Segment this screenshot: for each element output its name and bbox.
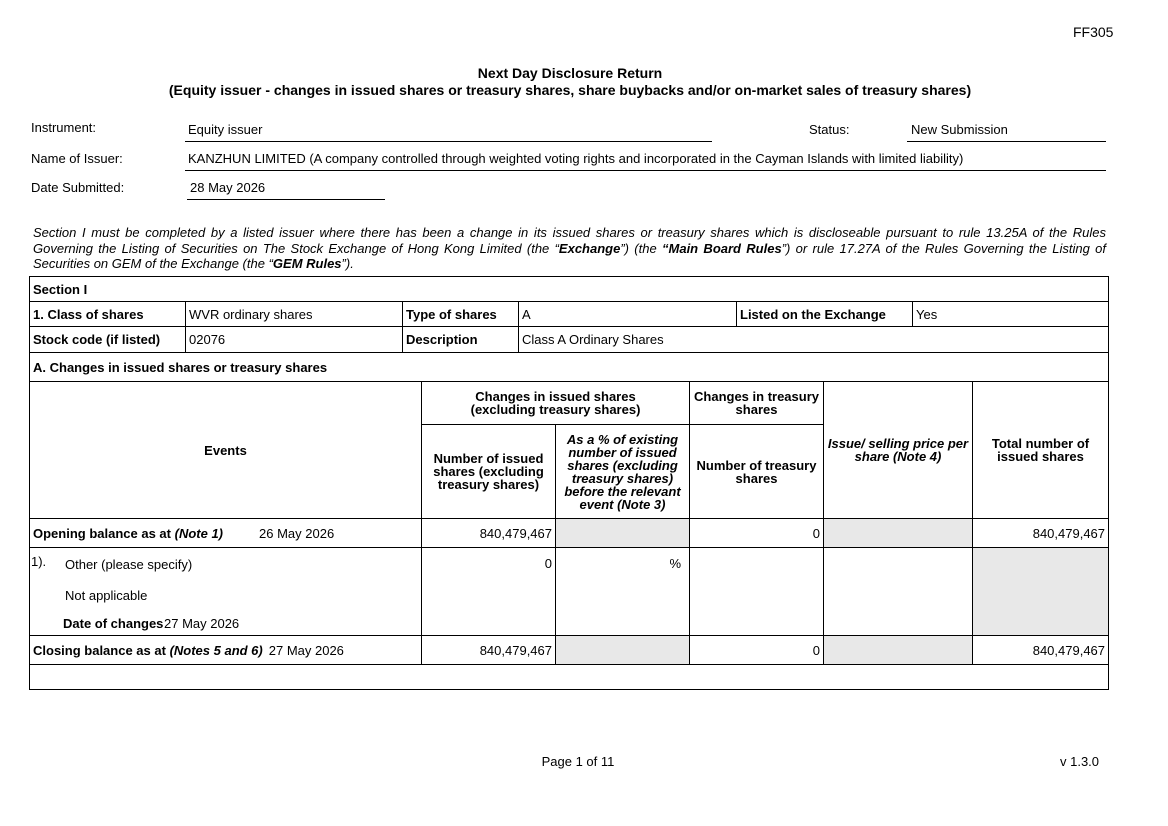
changes-table xyxy=(29,381,1109,690)
price-header: Issue/ selling price per share (Note 4) xyxy=(824,382,973,519)
event-index: 1). xyxy=(31,554,47,569)
section-one-table xyxy=(29,276,1109,382)
opening-date: 26 May 2026 xyxy=(259,525,335,541)
class-of-shares-label: 1. Class of shares xyxy=(30,302,186,327)
treasury-group-header: Changes in treasury shares xyxy=(690,382,824,425)
event-row xyxy=(30,548,1109,636)
events-header: Events xyxy=(30,382,422,519)
section-one-title: Section I xyxy=(30,277,1109,302)
table-footer-blank xyxy=(30,665,1109,690)
closing-date: 27 May 2026 xyxy=(268,642,344,658)
event-total-blank xyxy=(973,548,1109,636)
opening-price-blank xyxy=(824,519,973,548)
event-type: Other (please specify) xyxy=(65,557,193,572)
num-treasury-header: Number of treasury shares xyxy=(690,425,824,519)
opening-treasury: 0 xyxy=(690,519,824,548)
pct-existing-header: As a % of existing number of issued shares (excluding treasury shares) before the relevant event (Note 3) xyxy=(556,425,690,519)
page-number: Page 1 of 11 xyxy=(541,754,615,769)
issuer-underline xyxy=(185,170,1106,171)
opening-pct-blank xyxy=(556,519,690,548)
issued-group-header: Changes in issued shares (excluding treasury shares) xyxy=(422,382,690,425)
stock-code-label: Stock code (if listed) xyxy=(30,327,186,353)
stock-code-value: 02076 xyxy=(186,327,403,353)
status-underline xyxy=(907,141,1106,142)
issuer-label: Name of Issuer: xyxy=(31,151,123,166)
event-price-blank xyxy=(824,548,973,636)
opening-total: 840,479,467 xyxy=(973,519,1109,548)
status-label: Status: xyxy=(809,122,850,137)
status-value: New Submission xyxy=(911,122,1008,137)
listed-label: Listed on the Exchange xyxy=(737,302,913,327)
event-pct: % xyxy=(556,548,690,636)
section-note: Section I must be completed by a listed issuer where there has been a change in its issued shares or treasury shares which is discloseable pursuant to rule 13.25A of the Rules Governing the Listing of Securities on The Stock Exchange of Hong Kong Limited (the “Exchange”) (the “Main Board Rules”) or rule 17.27A of the Rules Governing the Listing of Securities on GEM of the Exchange (the “GEM Rules”). xyxy=(33,225,1106,271)
form-code: FF305 xyxy=(1073,24,1114,40)
num-issued-header: Number of issued shares (excluding treasury shares) xyxy=(422,425,556,519)
event-treasury-blank xyxy=(690,548,824,636)
date-submitted-value: 28 May 2026 xyxy=(190,180,266,195)
listed-value: Yes xyxy=(913,302,1109,327)
closing-balance-row xyxy=(30,636,1109,665)
opening-issued: 840,479,467 xyxy=(422,519,556,548)
opening-balance-row xyxy=(30,519,1109,548)
date-submitted-underline xyxy=(187,199,385,200)
type-of-shares-value: A xyxy=(519,302,737,327)
closing-pct-blank xyxy=(556,636,690,665)
description-label: Description xyxy=(403,327,519,353)
event-details xyxy=(30,548,422,636)
event-issued: 0 xyxy=(422,548,556,636)
type-of-shares-label: Type of shares xyxy=(403,302,519,327)
version-label: v 1.3.0 xyxy=(1060,754,1100,769)
page-title: Next Day Disclosure Return xyxy=(477,65,663,81)
event-date: 27 May 2026 xyxy=(164,616,240,631)
closing-issued: 840,479,467 xyxy=(422,636,556,665)
issuer-value: KANZHUN LIMITED (A company controlled through weighted voting rights and incorporated in the Cayman Islands with limited liability) xyxy=(188,151,964,166)
description-value: Class A Ordinary Shares xyxy=(519,327,1109,353)
instrument-underline xyxy=(185,141,712,142)
event-date-label: Date of changes xyxy=(63,616,164,631)
closing-price-blank xyxy=(824,636,973,665)
event-description: Not applicable xyxy=(65,588,148,603)
date-submitted-label: Date Submitted: xyxy=(31,180,125,195)
closing-treasury: 0 xyxy=(690,636,824,665)
changes-section-title: A. Changes in issued shares or treasury shares xyxy=(30,353,1109,382)
instrument-label: Instrument: xyxy=(31,120,97,135)
class-of-shares-value: WVR ordinary shares xyxy=(186,302,403,327)
closing-total: 840,479,467 xyxy=(973,636,1109,665)
opening-balance-label: Opening balance as at (Note 1) 26 May 2026 xyxy=(30,519,422,548)
closing-balance-label: Closing balance as at (Notes 5 and 6) 27 May 2026 xyxy=(30,636,422,665)
total-issued-header: Total number of issued shares xyxy=(973,382,1109,519)
instrument-value: Equity issuer xyxy=(188,122,263,137)
page-subtitle: (Equity issuer - changes in issued shares or treasury shares, share buybacks and/or on-market sales of treasury shares) xyxy=(168,82,972,98)
